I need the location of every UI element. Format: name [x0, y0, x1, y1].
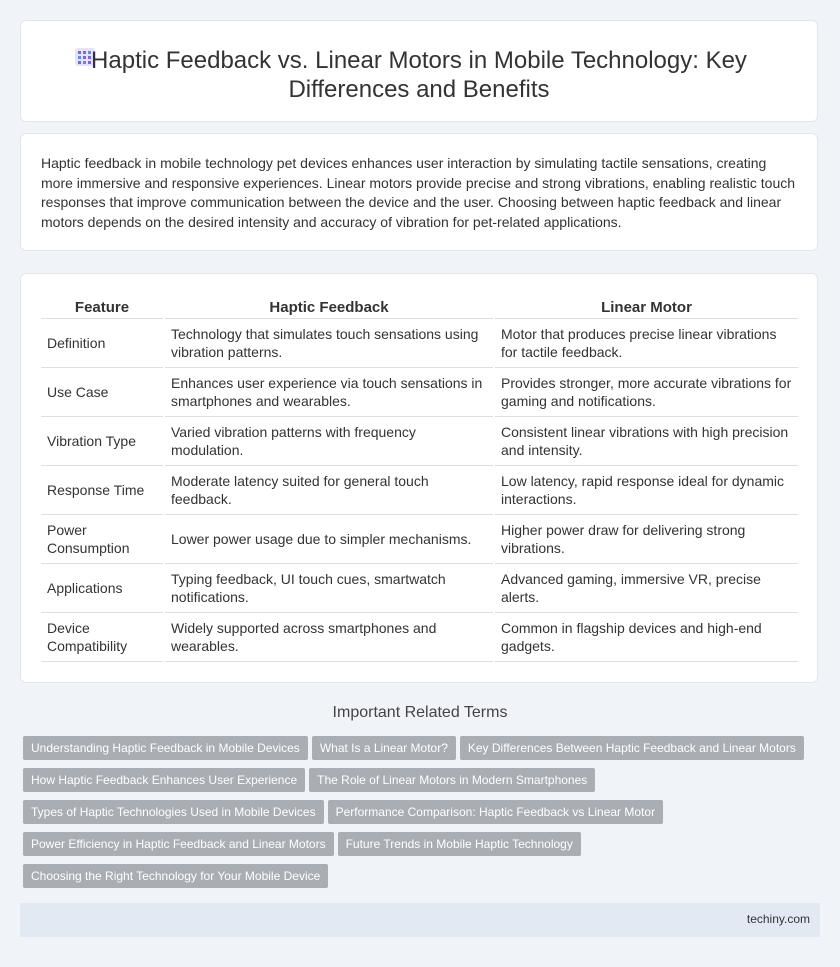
comparison-table	[41, 296, 798, 662]
footer-bar	[20, 903, 820, 937]
table-row	[41, 613, 798, 662]
table-row	[41, 417, 798, 466]
column-header: Linear Motor	[494, 296, 798, 319]
table-row	[41, 515, 798, 564]
related-term-tag[interactable]: How Haptic Feedback Enhances User Experience	[23, 768, 305, 792]
related-terms-list	[23, 736, 813, 896]
table-cell: Use Case	[41, 368, 164, 417]
table-cell: Provides stronger, more accurate vibrations for gaming and notifications.	[494, 368, 798, 417]
table-cell: Lower power usage due to simpler mechanisms.	[164, 515, 494, 564]
column-header: Haptic Feedback	[164, 296, 494, 319]
related-term-tag[interactable]: What Is a Linear Motor?	[312, 736, 456, 760]
table-cell: Common in flagship devices and high-end gadgets.	[494, 613, 798, 662]
table-cell: Device Compatibility	[41, 613, 164, 662]
related-term-tag[interactable]: Performance Comparison: Haptic Feedback vs Linear Motor	[328, 800, 663, 824]
intro-card	[20, 133, 818, 251]
table-cell: Varied vibration patterns with frequency modulation.	[164, 417, 494, 466]
footer-site-link[interactable]: techiny.com	[746, 912, 810, 926]
page-title: Haptic Feedback vs. Linear Motors in Mobile Technology: Key Differences and Benefits	[91, 47, 747, 103]
intro-paragraph: Haptic feedback in mobile technology pet devices enhances user interaction by simulating tactile sensations, creating more immersive and responsive experiences. Linear motors provide precise and strong vibrations, enabling realistic touch responses that improve communication between the device and the user. Choosing between haptic feedback and linear motors depends on the desired intensity and accuracy of vibration for pet-related applications.	[41, 155, 796, 230]
table-cell: Higher power draw for delivering strong vibrations.	[494, 515, 798, 564]
table-row	[41, 466, 798, 515]
table-row	[41, 368, 798, 417]
related-term-tag[interactable]: The Role of Linear Motors in Modern Smartphones	[309, 768, 595, 792]
related-terms-title: Important Related Terms	[332, 704, 508, 721]
table-cell: Moderate latency suited for general touch feedback.	[164, 466, 494, 515]
table-cell: Low latency, rapid response ideal for dynamic interactions.	[494, 466, 798, 515]
related-term-tag[interactable]: Power Efficiency in Haptic Feedback and Linear Motors	[23, 832, 334, 856]
table-cell: Applications	[41, 564, 164, 613]
table-cell: Consistent linear vibrations with high precision and intensity.	[494, 417, 798, 466]
table-cell: Definition	[41, 319, 164, 368]
table-row	[41, 564, 798, 613]
related-term-tag[interactable]: Types of Haptic Technologies Used in Mobile Devices	[23, 800, 324, 824]
table-cell: Vibration Type	[41, 417, 164, 466]
related-term-tag[interactable]: Choosing the Right Technology for Your Mobile Device	[23, 864, 328, 888]
table-cell: Power Consumption	[41, 515, 164, 564]
related-term-tag[interactable]: Future Trends in Mobile Haptic Technology	[338, 832, 581, 856]
column-header: Feature	[41, 296, 164, 319]
table-row	[41, 319, 798, 368]
related-term-tag[interactable]: Understanding Haptic Feedback in Mobile Devices	[23, 736, 308, 760]
table-cell: Typing feedback, UI touch cues, smartwatch notifications.	[164, 564, 494, 613]
comparison-card	[20, 273, 818, 683]
table-cell: Widely supported across smartphones and wearables.	[164, 613, 494, 662]
table-cell: Response Time	[41, 466, 164, 515]
table-cell: Technology that simulates touch sensations using vibration patterns.	[164, 319, 494, 368]
related-term-tag[interactable]: Key Differences Between Haptic Feedback and Linear Motors	[460, 736, 804, 760]
table-cell: Enhances user experience via touch sensations in smartphones and wearables.	[164, 368, 494, 417]
table-cell: Advanced gaming, immersive VR, precise alerts.	[494, 564, 798, 613]
table-cell: Motor that produces precise linear vibrations for tactile feedback.	[494, 319, 798, 368]
header-card	[20, 20, 818, 122]
table-header-row	[41, 296, 798, 319]
